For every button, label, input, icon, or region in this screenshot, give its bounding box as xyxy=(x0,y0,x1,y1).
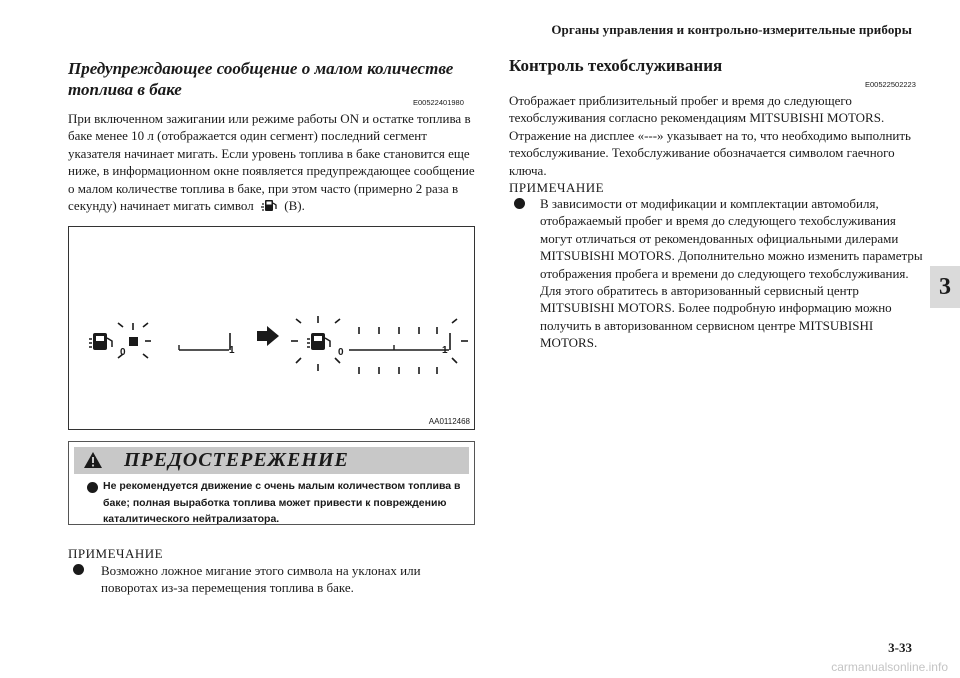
bullet-icon xyxy=(87,482,98,493)
page-number: 3-33 xyxy=(888,640,912,655)
fuel-gauge-low xyxy=(87,323,239,358)
right-arrow-icon xyxy=(257,326,279,346)
caution-box xyxy=(68,441,475,525)
note-title-left: ПРИМЕЧАНИЕ xyxy=(68,546,164,561)
fuel-warning-text-end: (B). xyxy=(284,198,305,214)
note-title-right: ПРИМЕЧАНИЕ xyxy=(509,180,605,195)
gauge-right-max: 1 xyxy=(442,345,448,356)
fuel-pump-icon xyxy=(260,199,278,212)
caution-text: Не рекомендуется движение с очень малым количеством топлива в баке; полная выработка топлива может привести к повреждению каталитического нейтрализатора. xyxy=(103,480,461,525)
section-code: E00522502223 xyxy=(865,80,916,89)
running-header: Органы управления и контрольно-измерительные приборы xyxy=(551,22,912,37)
maintenance-heading: Контроль техобслуживания xyxy=(509,56,723,75)
fuel-warning-heading: Предупреждающее сообщение о малом количестве топлива в баке xyxy=(68,59,454,99)
caution-title: ПРЕДОСТЕРЕЖЕНИЕ xyxy=(124,449,349,471)
watermark: carmanualsonline.info xyxy=(831,660,948,674)
gauge-left-max: 1 xyxy=(229,345,235,356)
section-code: E00522401980 xyxy=(413,98,464,107)
note-text-left: Возможно ложное мигание этого символа на уклонах или поворотах из-за перемещения топлива в баке. xyxy=(101,563,421,596)
gauge-left-min: 0 xyxy=(120,347,126,358)
figure-id: AA0112468 xyxy=(428,417,470,426)
warning-triangle-icon xyxy=(83,451,103,469)
bullet-icon xyxy=(73,564,84,575)
fuel-warning-text: При включенном зажигании или режиме работы ON и остатке топлива в баке менее 10 л (отображается один сегмент) последний сегмент указателя начинает мигать. Если уровень топлива в баке становится еще ниже, в информационном окне появляется предупреждающее сообщение о малом количестве топлива в баке, при этом часто (примерно 2 раза в секунду) начинает мигать символ xyxy=(68,111,475,214)
note-text-right: В зависимости от модификации и комплектации автомобиля, отображаемый пробег и время до следующего техобслуживания могут отличаться от рекомендованных официальными дилерами MITSUBISHI MOTORS. Дополнительно можно изменить параметры отображения пробега и времени до следующего техобслуживания. Для этого обратитесь в авторизованный сервисный центр MITSUBISHI MOTORS. Более подробную информацию можно получить в авторизованном сервисном центре MITSUBISHI MOTORS. xyxy=(540,196,923,351)
fuel-gauge-illustration xyxy=(69,227,474,429)
gauge-right-min: 0 xyxy=(338,347,344,358)
bullet-icon xyxy=(514,198,525,209)
fuel-warning-paragraph xyxy=(68,110,478,214)
chapter-tab: 3 xyxy=(930,266,960,308)
fuel-gauge-figure xyxy=(68,226,475,430)
maintenance-paragraph: Отображает приблизительный пробег и время до следующего техобслуживания согласно рекомендациям MITSUBISHI MOTORS. Отражение на дисплее «---» указывает на то, что необходимо выполнить техобслуживание. Техобслуживание обозначается символом гаечного ключа. xyxy=(509,93,911,178)
